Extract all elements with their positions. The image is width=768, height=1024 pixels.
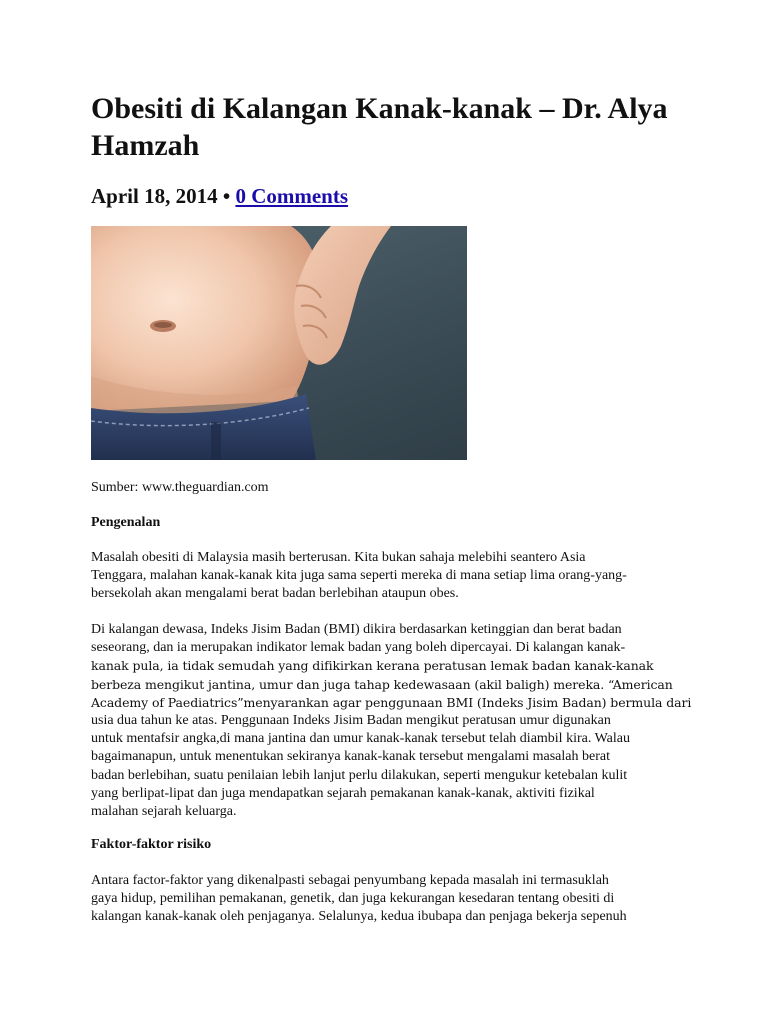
paragraph-risk-factors (91, 872, 677, 927)
paragraph-line: kalangan kanak-kanak oleh penjaganya. Selalunya, kedua ibubapa dan penjaga bekerja sepenuh (91, 909, 627, 925)
paragraph-line: bersekolah akan mengalami berat badan berlebihan ataupun obes. (91, 586, 459, 602)
comments-link[interactable]: 0 Comments (235, 184, 349, 208)
article-meta (91, 182, 348, 210)
paragraph-line: gaya hidup, pemilihan pemakanan, genetik, dan juga kekurangan kesedaran tentang obesiti di (91, 891, 615, 907)
belly-photo-icon (91, 226, 467, 460)
paragraph-line: untuk mentafsir angka,di mana jantina dan umur kanak-kanak tersebut telah diambil kira. Walau (91, 731, 630, 747)
paragraph-line: seseorang, dan ia merupakan indikator lemak badan yang boleh dipercayai. Di kalangan kanak- (91, 640, 626, 656)
paragraph-line: berbeza mengikut jantina, umur dan juga tahap kedewasaan (akil baligh) mereka. “American (91, 676, 673, 692)
article-photo (91, 226, 467, 460)
section-heading-pengenalan: Pengenalan (91, 515, 161, 530)
paragraph-line: badan berlebihan, suatu penilaian lebih lanjut perlu dilakukan, seperti mengukur ketebalan kulit (91, 767, 628, 783)
section-heading-faktor-risiko: Faktor-faktor risiko (91, 837, 212, 852)
photo-caption: Sumber: www.theguardian.com (91, 480, 269, 495)
paragraph-line: kanak pula, ia tidak semudah yang difikirkan kerana peratusan lemak badan kanak-kanak (91, 658, 654, 674)
paragraph-intro (91, 549, 677, 604)
paragraph-line: yang berlipat-lipat dan juga mendapatkan sejarah pemakanan kanak-kanak, aktiviti fizikal (91, 785, 595, 801)
meta-separator: • (217, 184, 236, 208)
paragraph-line: Masalah obesiti di Malaysia masih berterusan. Kita bukan sahaja melebihi seantero Asia (91, 550, 586, 565)
paragraph-bmi (91, 621, 692, 821)
article-date: April 18, 2014 (91, 184, 218, 208)
paragraph-line: usia dua tahun ke atas. Penggunaan Indeks Jisim Badan mengikut peratusan umur digunakan (91, 713, 611, 729)
article-title: Obesiti di Kalangan Kanak-kanak – Dr. Alya Hamzah (91, 92, 668, 162)
paragraph-line: Academy of Paediatrics”menyarankan agar penggunaan BMI (Indeks Jisim Badan) bermula dari (91, 694, 692, 710)
paragraph-line: bagaimanapun, untuk menentukan sekiranya kanak-kanak tersebut mengalami masalah berat (91, 749, 610, 765)
paragraph-line: Di kalangan dewasa, Indeks Jisim Badan (BMI) dikira berdasarkan ketinggian dan berat badan (91, 622, 622, 637)
paragraph-line: Tenggara, malahan kanak-kanak kita juga sama seperti mereka di mana setiap lima orang-yang- (91, 568, 627, 584)
paragraph-line: malahan sejarah keluarga. (91, 804, 237, 820)
paragraph-line: Antara factor-faktor yang dikenalpasti sebagai penyumbang kepada masalah ini termasuklah (91, 873, 609, 888)
